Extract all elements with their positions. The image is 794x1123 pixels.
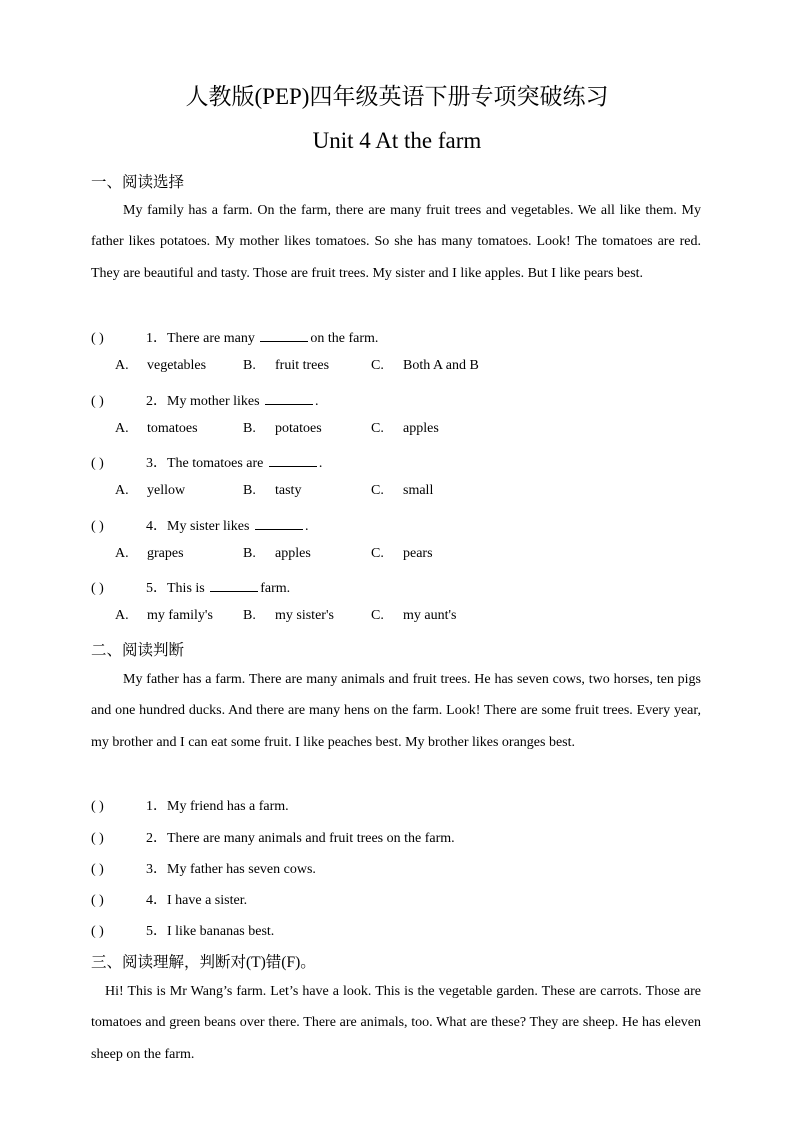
option-text: vegetables <box>147 358 207 373</box>
option-letter: B. <box>243 546 256 561</box>
answer-blank[interactable] <box>260 327 308 342</box>
section-1-passage <box>91 195 701 289</box>
option-c[interactable] <box>371 546 433 562</box>
answer-paren[interactable]: ( ) <box>91 456 104 471</box>
answer-blank[interactable] <box>255 515 303 530</box>
option-text: my sister's <box>275 608 334 623</box>
question-text-end: . <box>304 519 309 534</box>
option-letter: C. <box>371 546 384 561</box>
statement-text: There are many animals and fruit trees on the farm. <box>167 831 455 846</box>
statement-5 <box>91 920 274 940</box>
section-2-passage-text: My father has a farm. There are many animals and fruit trees. He has seven cows, two horses, ten pigs and one hundred ducks. And there are many hens on the farm. Look! There are some fruit trees. Every year, my brother and I can eat some fruit. I like peaches best. My brother likes oranges best. <box>91 672 701 750</box>
question-text-end: farm. <box>260 581 291 596</box>
option-a[interactable] <box>115 483 185 499</box>
question-4 <box>91 515 308 535</box>
option-letter: A. <box>115 483 129 498</box>
option-a[interactable] <box>115 608 213 624</box>
option-a[interactable] <box>115 358 206 374</box>
option-text: pears <box>403 546 433 561</box>
statement-3 <box>91 858 316 878</box>
option-c[interactable] <box>371 421 439 437</box>
question-text: This is <box>167 581 209 596</box>
option-text: grapes <box>147 546 184 561</box>
statement-number: 3． <box>146 862 167 877</box>
option-text: fruit trees <box>275 358 330 373</box>
option-c[interactable] <box>371 483 433 499</box>
question-text-end: . <box>318 456 323 471</box>
option-text: apples <box>275 546 311 561</box>
statement-number: 4． <box>146 893 167 908</box>
question-text-end: on the farm. <box>310 331 379 346</box>
answer-paren[interactable]: ( ) <box>91 519 104 534</box>
statement-1 <box>91 795 289 815</box>
option-letter: A. <box>115 421 129 436</box>
option-letter: C. <box>371 421 384 436</box>
worksheet-title-unit: Unit 4 At the farm <box>312 128 482 153</box>
answer-blank[interactable] <box>269 452 317 467</box>
statement-2 <box>91 827 455 847</box>
option-letter: B. <box>243 608 256 623</box>
answer-paren[interactable]: ( ) <box>91 581 104 596</box>
option-letter: C. <box>371 608 384 623</box>
option-b[interactable] <box>243 358 329 374</box>
option-text: tasty <box>275 483 302 498</box>
option-letter: C. <box>371 483 384 498</box>
option-b[interactable] <box>243 546 311 562</box>
section-1-passage-text: My family has a farm. On the farm, there are many fruit trees and vegetables. We all like them. My father likes potatoes. My mother likes tomatoes. So she has many tomatoes. Look! The tomatoes are red. They are beautiful and tasty. Those are fruit trees. My sister and I like apples. But I like pears best. <box>91 203 701 281</box>
question-text: The tomatoes are <box>167 456 267 471</box>
answer-blank[interactable] <box>210 577 258 592</box>
statement-text: My father has seven cows. <box>167 862 316 877</box>
question-3 <box>91 452 322 472</box>
question-text: There are many <box>167 331 259 346</box>
answer-paren[interactable]: ( ) <box>91 924 104 939</box>
option-letter: B. <box>243 358 256 373</box>
option-c[interactable] <box>371 608 456 624</box>
question-number: 3． <box>146 456 167 471</box>
option-text: Both A and B <box>403 358 479 373</box>
question-2 <box>91 390 319 410</box>
section-2-heading: 二、阅读判断 <box>91 642 185 659</box>
option-letter: C. <box>371 358 384 373</box>
section-3-passage <box>91 976 701 1070</box>
option-text: apples <box>403 421 439 436</box>
option-letter: B. <box>243 483 256 498</box>
option-letter: A. <box>115 358 129 373</box>
option-text: my aunt's <box>403 608 457 623</box>
answer-blank[interactable] <box>265 390 313 405</box>
section-1-heading: 一、阅读选择 <box>91 174 185 191</box>
option-letter: A. <box>115 546 129 561</box>
statement-4 <box>91 889 247 909</box>
option-c[interactable] <box>371 358 479 374</box>
question-number: 1． <box>146 331 167 346</box>
worksheet-title-chinese: 人教版(PEP)四年级英语下册专项突破练习 <box>185 84 609 109</box>
answer-paren[interactable]: ( ) <box>91 331 104 346</box>
section-3-passage-text: Hi! This is Mr Wang’s farm. Let’s have a look. This is the vegetable garden. These are carrots. Those are tomatoes and green beans over there. There are animals, too. What are these? They are sheep. He has eleven sheep on the farm. <box>91 984 701 1062</box>
question-number: 4． <box>146 519 167 534</box>
question-5 <box>91 577 290 597</box>
statement-number: 2． <box>146 831 167 846</box>
statement-text: I like bananas best. <box>167 924 275 939</box>
answer-paren[interactable]: ( ) <box>91 893 104 908</box>
option-text: potatoes <box>275 421 322 436</box>
option-a[interactable] <box>115 546 184 562</box>
option-text: small <box>403 483 434 498</box>
question-1 <box>91 327 378 347</box>
answer-paren[interactable]: ( ) <box>91 831 104 846</box>
option-b[interactable] <box>243 421 322 437</box>
question-text-end: . <box>315 394 319 409</box>
answer-paren[interactable]: ( ) <box>91 394 104 409</box>
section-3-heading: 三、阅读理解，判断对(T)错(F)。 <box>91 954 316 971</box>
statement-number: 5． <box>146 924 167 939</box>
option-b[interactable] <box>243 608 334 624</box>
option-text: tomatoes <box>147 421 198 436</box>
question-number: 2． <box>146 394 167 409</box>
question-number: 5． <box>146 581 167 596</box>
statement-text: My friend has a farm. <box>167 799 289 814</box>
option-text: my family's <box>147 608 213 623</box>
option-text: yellow <box>147 483 186 498</box>
answer-paren[interactable]: ( ) <box>91 862 104 877</box>
option-letter: B. <box>243 421 256 436</box>
option-a[interactable] <box>115 421 198 437</box>
option-b[interactable] <box>243 483 301 499</box>
answer-paren[interactable]: ( ) <box>91 799 104 814</box>
section-2-passage <box>91 664 701 758</box>
question-text: My sister likes <box>167 519 253 534</box>
statement-number: 1． <box>146 799 167 814</box>
statement-text: I have a sister. <box>167 893 248 908</box>
option-letter: A. <box>115 608 129 623</box>
question-text: My mother likes <box>167 394 264 409</box>
